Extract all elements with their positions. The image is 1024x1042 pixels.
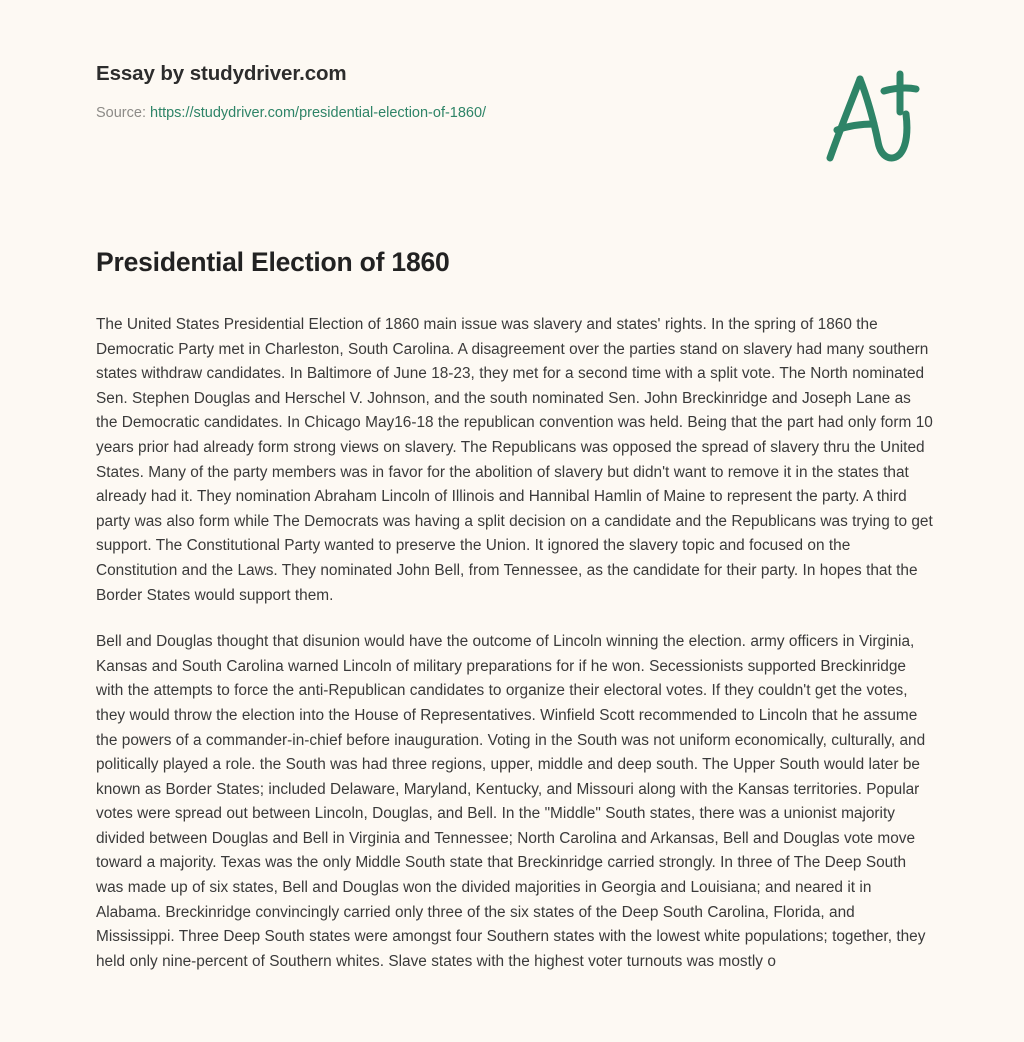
source-line [96, 104, 796, 123]
paragraph: Bell and Douglas thought that disunion would have the outcome of Lincoln winning the election. army officers in Virginia, Kansas and South Carolina warned Lincoln of military preparations for if he won. Secessionists supported Breckinridge with the attempts to force the anti-Republican candidates to organize their electoral votes. If they couldn't get the votes, they would throw the election into the House of Representatives. Winfield Scott recommended to Lincoln that he assume the powers of a commander-in-chief before inauguration. Voting in the South was not uniform economically, culturally, and politically played a role. the South was had three regions, upper, middle and deep south. The Upper South would later be known as Border States; included Delaware, Maryland, Kentucky, and Missouri along with the Kansas territories. Popular votes were spread out between Lincoln, Douglas, and Bell. In the "Middle" South states, there was a unionist majority divided between Douglas and Bell in Virginia and Tennessee; North Carolina and Arkansas, Bell and Douglas vote move toward a majority. Texas was the only Middle South state that Breckinridge carried strongly. In three of The Deep South was made up of six states, Bell and Douglas won the divided majorities in Georgia and Louisiana; and neared it in Alabama. Breckinridge convincingly carried only three of the six states of the Deep South Carolina, Florida, and Mississippi. Three Deep South states were amongst four Southern states with the lowest white populations; together, they held only nine-percent of Southern whites. Slave states with the highest voter turnouts was mostly o [96, 633, 926, 970]
essay-byline: Essay by studydriver.com [96, 62, 347, 85]
article-body [96, 313, 934, 974]
source-url-link[interactable]: https://studydriver.com/presidential-election-of-1860/ [150, 104, 487, 121]
source-label: Source: [96, 104, 150, 121]
page-title: Presidential Election of 1860 [96, 247, 450, 277]
a-plus-logo-icon [812, 66, 922, 166]
document-header [96, 62, 796, 122]
paragraph: The United States Presidential Election of 1860 main issue was slavery and states' rights. In the spring of 1860 the Democratic Party met in Charleston, South Carolina. A disagreement over the parties stand on slavery had many southern states withdraw candidates. In Baltimore of June 18-23, they met for a second time with a split vote. The North nominated Sen. Stephen Douglas and Herschel V. Johnson, and the south nominated Sen. John Breckinridge and Joseph Lane as the Democratic candidates. In Chicago May16-18 the republican convention was held. Being that the part had only form 10 years prior had already form strong views on slavery. The Republicans was opposed the spread of slavery thru the United States. Many of the party members was in favor for the abolition of slavery but didn't want to remove it in the states that already had it. They nomination Abraham Lincoln of Illinois and Hannibal Hamlin of Maine to represent the party. A third party was also form while The Democrats was having a split decision on a candidate and the Republicans was trying to get support. The Constitutional Party wanted to preserve the Union. It ignored the slavery topic and focused on the Constitution and the Laws. They nominated John Bell, from Tennessee, as the candidate for their party. In hopes that the Border States would support them. [96, 316, 933, 604]
